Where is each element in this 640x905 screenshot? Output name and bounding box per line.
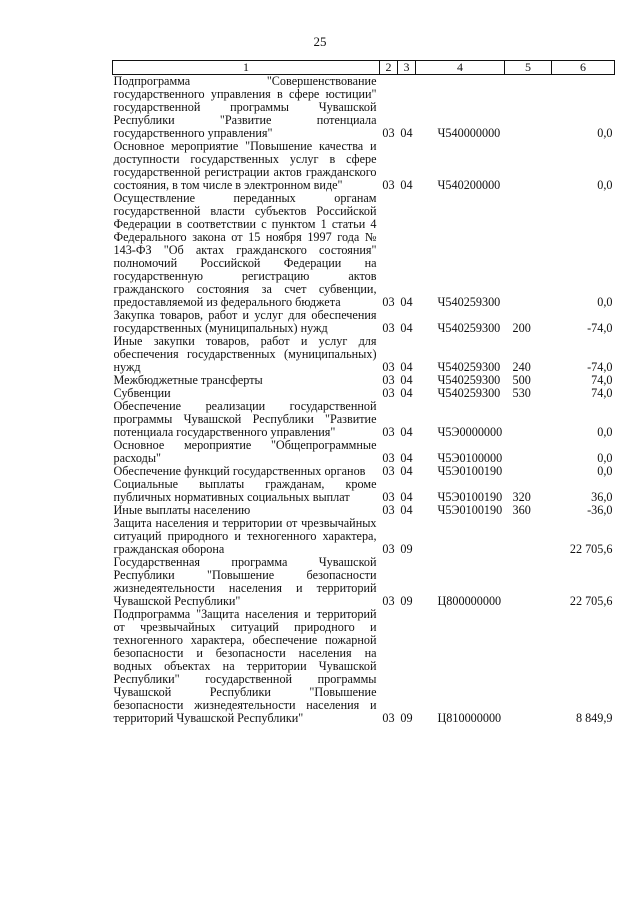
row-expense-type: 500 [512, 373, 531, 387]
row-amount: 0,0 [597, 451, 613, 465]
row-section: 03 [382, 594, 395, 608]
row-section: 03 [382, 360, 395, 374]
row-subsection: 04 [400, 321, 413, 335]
row-target-article: Ч5Э0100190 [437, 503, 503, 517]
row-name: Основное мероприятие "Повышение качества и доступности государственных услуг в сфере государственной регистрации актов гражданского состояния, в том числе в электронном виде" [113, 139, 377, 192]
row-name: Защита населения и территории от чрезвычайных ситуаций природного и техногенного характера, гражданская оборона [113, 516, 377, 556]
header-col-3: 3 [398, 61, 416, 75]
row-amount: 0,0 [597, 425, 613, 439]
budget-table [112, 60, 615, 725]
row-expense-type [505, 400, 552, 439]
row-target-article: Ч5Э0100000 [437, 451, 503, 465]
row-expense-type: 200 [512, 321, 531, 335]
table-row [113, 478, 615, 504]
row-section: 03 [382, 490, 395, 504]
row-target-article: Ч540200000 [437, 178, 501, 192]
row-subsection: 04 [400, 373, 413, 387]
table-body [113, 75, 615, 726]
row-expense-type [505, 140, 552, 192]
row-name: Иные выплаты населению [113, 503, 251, 517]
row-target-article: Ч540000000 [437, 126, 501, 140]
row-amount: 0,0 [597, 126, 613, 140]
row-subsection: 09 [400, 594, 413, 608]
row-target-article: Ч540259300 [437, 360, 501, 374]
row-amount: -74,0 [587, 321, 613, 335]
row-name: Обеспечение функций государственных органов [113, 464, 366, 478]
table-row [113, 400, 615, 439]
row-name: Закупка товаров, работ и услуг для обеспечения государственных (муниципальных) нужд [113, 308, 377, 335]
row-name: Социальные выплаты гражданам, кроме публичных нормативных социальных выплат [113, 477, 377, 504]
table-row [113, 608, 615, 725]
row-subsection: 04 [400, 126, 413, 140]
row-target-article: Ч5Э0000000 [437, 425, 503, 439]
row-amount: 22 705,6 [569, 594, 613, 608]
row-expense-type: 320 [512, 490, 531, 504]
table-header-row [113, 61, 615, 75]
row-subsection: 04 [400, 464, 413, 478]
row-expense-type [505, 192, 552, 309]
row-name: Обеспечение реализации государственной программы Чувашской Республики "Развитие потенциала государственного управления" [113, 399, 377, 439]
row-subsection: 04 [400, 490, 413, 504]
row-name: Межбюджетные трансферты [113, 373, 263, 387]
row-amount: 36,0 [591, 490, 613, 504]
row-subsection: 09 [400, 542, 413, 556]
row-expense-type: 240 [512, 360, 531, 374]
table-row [113, 192, 615, 309]
row-section: 03 [382, 321, 395, 335]
row-subsection: 04 [400, 178, 413, 192]
row-expense-type: 360 [512, 503, 531, 517]
row-subsection: 04 [400, 451, 413, 465]
row-name: Подпрограмма "Совершенствование государственного управления в сфере юстиции" государственной программы Чувашской Республики "Развитие потенциала государственного управления" [113, 74, 377, 140]
table-row [113, 439, 615, 465]
row-expense-type: 530 [512, 386, 531, 400]
row-expense-type [505, 556, 552, 608]
row-section: 03 [382, 711, 395, 725]
row-target-article: Ч540259300 [437, 386, 501, 400]
row-expense-type [505, 439, 552, 465]
row-name: Иные закупки товаров, работ и услуг для обеспечения государственных (муниципальных) нужд [113, 334, 377, 374]
header-col-5: 5 [505, 61, 552, 75]
row-section: 03 [382, 386, 395, 400]
row-amount: 22 705,6 [569, 542, 613, 556]
row-name: Государственная программа Чувашской Республики "Повышение безопасности жизнедеятельности населения и территорий Чувашской Республики" [113, 555, 377, 608]
row-section: 03 [382, 126, 395, 140]
row-amount: 8 849,9 [575, 711, 613, 725]
table-row [113, 556, 615, 608]
row-subsection: 04 [400, 503, 413, 517]
row-target-article: Ч540259300 [437, 373, 501, 387]
table-row [113, 75, 615, 141]
row-target-article [416, 517, 505, 556]
row-target-article: Ц800000000 [437, 594, 502, 608]
row-amount: -36,0 [587, 503, 613, 517]
row-target-article: Ч540259300 [437, 321, 501, 335]
table-row [113, 374, 615, 387]
row-section: 03 [382, 542, 395, 556]
row-name: Основное мероприятие "Общепрограммные расходы" [113, 438, 377, 465]
header-col-1: 1 [113, 61, 380, 75]
row-subsection: 04 [400, 360, 413, 374]
row-expense-type [505, 608, 552, 725]
row-amount: 0,0 [597, 295, 613, 309]
table-row [113, 517, 615, 556]
row-target-article: Ц810000000 [437, 711, 502, 725]
row-subsection: 04 [400, 425, 413, 439]
row-section: 03 [382, 464, 395, 478]
table-row [113, 140, 615, 192]
table-row [113, 309, 615, 335]
row-section: 03 [382, 451, 395, 465]
row-target-article: Ч5Э0100190 [437, 490, 503, 504]
header-col-6: 6 [552, 61, 615, 75]
header-col-2: 2 [380, 61, 398, 75]
row-subsection: 04 [400, 386, 413, 400]
row-subsection: 04 [400, 295, 413, 309]
row-amount: -74,0 [587, 360, 613, 374]
row-section: 03 [382, 503, 395, 517]
row-name: Осуществление переданных органам государственной власти субъектов Российской Федерации в соответствии с пунктом 1 статьи 4 Федерального закона от 15 ноября 1997 года № 143-ФЗ "Об актах гражданского состояния" полномочий Российской Федерации на государственную регистрацию актов гражданского состояния за счет субвенции, предоставляемой из федерального бюджета [113, 191, 377, 309]
row-amount: 0,0 [597, 178, 613, 192]
row-amount: 0,0 [597, 464, 613, 478]
row-section: 03 [382, 425, 395, 439]
row-expense-type [505, 517, 552, 556]
row-expense-type [505, 465, 552, 478]
row-section: 03 [382, 178, 395, 192]
row-subsection: 09 [400, 711, 413, 725]
row-name: Подпрограмма "Защита населения и территорий от чрезвычайных ситуаций природного и техногенного характера, обеспечение пожарной безопасности и безопасности населения на водных объектах на территории Чувашской Республики" государственной программы Чувашской Республики "Повышение безопасности жизнедеятельности населения и территорий Чувашской Республики" [113, 607, 377, 725]
row-section: 03 [382, 295, 395, 309]
row-target-article: Ч5Э0100190 [437, 464, 503, 478]
row-amount: 74,0 [591, 386, 613, 400]
row-target-article: Ч540259300 [437, 295, 501, 309]
row-amount: 74,0 [591, 373, 613, 387]
row-section: 03 [382, 373, 395, 387]
table-row [113, 335, 615, 374]
row-expense-type [505, 75, 552, 141]
page-number: 25 [313, 34, 327, 49]
row-name: Субвенции [113, 386, 171, 400]
header-col-4: 4 [416, 61, 505, 75]
